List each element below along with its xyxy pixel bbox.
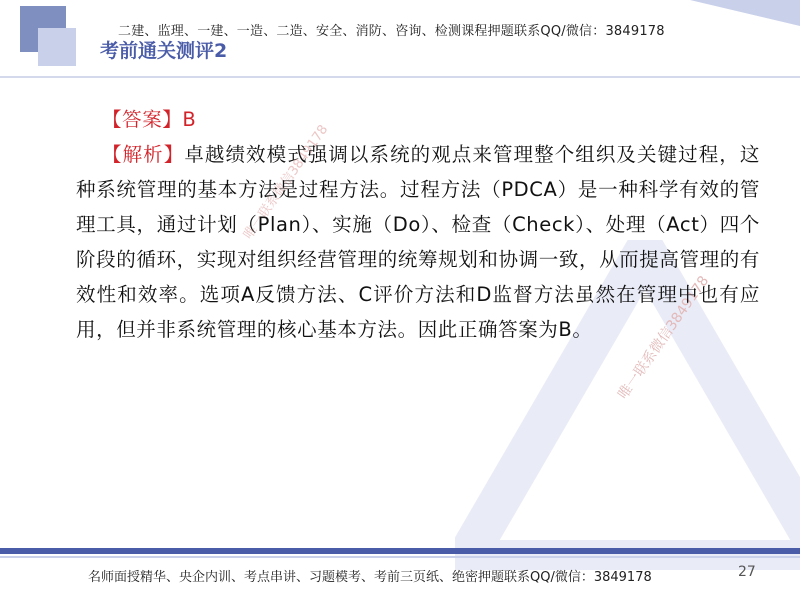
title-divider <box>0 76 800 78</box>
answer-value: B <box>182 108 197 131</box>
slide-content <box>76 102 760 347</box>
decor-square-light <box>38 28 76 66</box>
answer-label: 【答案】 <box>102 108 183 131</box>
answer-line <box>76 102 760 137</box>
footer-text: 名师面授精华、央企内训、考点串讲、习题模考、考前三页纸、绝密押题联系QQ/微信：3849178 <box>88 570 652 585</box>
analysis-label: 【解析】 <box>102 143 185 166</box>
footer-bar <box>0 548 800 554</box>
analysis-paragraph <box>76 137 760 347</box>
slide-title: 考前通关测评2 <box>100 40 228 62</box>
decor-corner-triangle <box>690 0 800 26</box>
footer-bar-light <box>0 556 800 558</box>
analysis-text: 卓越绩效模式强调以系统的观点来管理整个组织及关键过程，这种系统管理的基本方法是过程方法。过程方法（PDCA）是一种科学有效的管理工具，通过计划（Plan）、实施（Do）、检查（Check）、处理（Act）四个阶段的循环，实现对组织经营管理的统筹规划和协调一致，从而提高管理的有效性和效率。选项A反馈方法、C评价方法和D监督方法虽然在管理中也有应用，但并非系统管理的核心基本方法。因此正确答案为B。 <box>76 143 760 341</box>
page-number: 27 <box>738 564 756 580</box>
watermark-text: 唯一联系微信3849178 <box>615 273 713 403</box>
watermark-text-upper: 唯一联系微信3849178 <box>240 122 332 243</box>
top-banner: 二建、监理、一建、一造、二造、安全、消防、咨询、检测课程押题联系QQ/微信：3849178 <box>118 24 665 39</box>
